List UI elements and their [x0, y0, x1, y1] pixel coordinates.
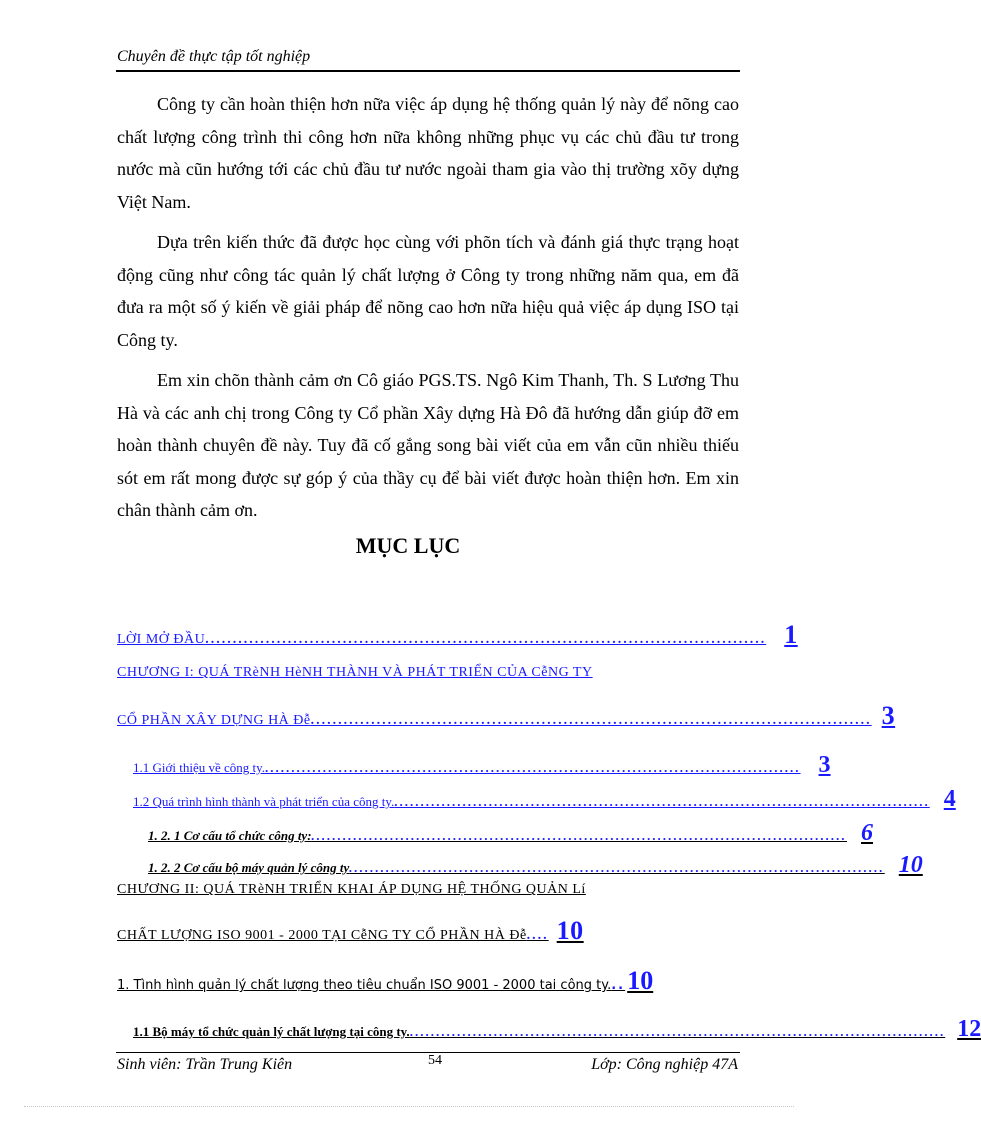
toc-entry-text: 1.2 Quá trình hình thành và phát triển của công ty. — [133, 794, 395, 809]
toc-leader-dots: ...................................................................................................... — [349, 860, 885, 875]
toc-page-number: 10 — [627, 966, 654, 995]
toc-entry-1-1-quality[interactable] — [133, 1016, 981, 1043]
toc-entry-text: 1. 2. 2 Cơ cấu bộ máy quản lý công ty — [148, 860, 350, 875]
toc-page-number: 10 — [898, 852, 923, 878]
footer-student: Sinh viên: Trần Trung Kiên — [117, 1056, 293, 1073]
toc-page-number: 10 — [556, 916, 584, 945]
toc-entry-text: CHƯƠNG II: QUÁ TRèNH TRIỂN KHAI ÁP DỤNG HỆ THỐNG QUẢN Lí — [117, 882, 586, 897]
toc-entry-section-1[interactable] — [117, 966, 739, 996]
toc-entry-chuong-1-line-1[interactable] — [117, 665, 720, 681]
paragraph-1: Công ty cần hoàn thiện hơn nữa việc áp dụng hệ thống quản lý này để nõng cao chất lượng công trình thi công hơn nữa không những phục vụ các chủ đầu tư trong nước mà cũn hướng tới các chủ đầu tư nước ngoài tham gia vào thị trường xõy dựng Việt Nam. — [117, 94, 739, 212]
page-bottom-divider — [24, 1106, 794, 1107]
toc-leader-dots: ...................................................................................................... — [394, 794, 930, 809]
toc-entry-1-2-2[interactable] — [148, 852, 923, 879]
toc-leader-dots: ...................................................................................................... — [205, 632, 767, 647]
toc-page-number: 12 — [957, 1016, 981, 1042]
toc-entry-loi-mo-dau[interactable] — [117, 620, 798, 650]
toc-entry-text: CHƯƠNG I: QUÁ TRèNH HèNH THÀNH VÀ PHÁT TRIỂN CỦA CễNG TY — [117, 665, 593, 680]
toc-leader-dots: ...................................................................................................... — [409, 1024, 946, 1039]
footer-class: Lớp: Công nghiệp 47A — [591, 1056, 738, 1073]
toc-page-number: 1 — [784, 620, 798, 649]
toc-entry-text: 1.1 Giới thiệu về công ty. — [133, 760, 266, 775]
toc-heading: MỤC LỤC — [355, 533, 461, 558]
body-text — [117, 88, 739, 535]
toc-leader-dots: ...................................................................................................... — [311, 828, 848, 843]
toc-entry-text: LỜI MỞ ĐẦU — [117, 632, 206, 647]
toc-page-number: 3 — [818, 752, 831, 778]
toc-entry-1-2-1[interactable] — [148, 820, 874, 847]
toc-entry-text: CHẤT LƯỢNG ISO 9001 - 2000 TẠI CễNG TY CỔ PHẦN HÀ Đễ — [117, 928, 527, 943]
toc-leader-dots: .... — [526, 928, 549, 943]
toc-leader-dots: ...................................................................................................... — [310, 713, 872, 728]
paragraph-3: Em xin chõn thành cảm ơn Cô giáo PGS.TS. Ngô Kim Thanh, Th. S Lương Thu Hà và các anh chị trong Công ty Cổ phần Xây dựng Hà Đô đã hướng dẫn giúp đỡ em hoàn thành chuyên đề này. Tuy đã cố gắng song bài viết của em vẫn cũn nhiều thiếu sót em rất mong được sự góp ý của thầy cụ để bài viết được hoàn thiện hơn. Em xin chân thành cảm ơn. — [117, 370, 739, 520]
toc-leader-dots: ...................................................................................................... — [265, 760, 801, 775]
toc-entry-text: 1. Tình hình quản lý chất lượng theo tiêu chuẩn ISO 9001 - 2000 tai công ty. — [117, 978, 612, 993]
paragraph-2: Dựa trên kiến thức đã được học cùng với phõn tích và đánh giá thực trạng hoạt động cũng như công tác quản lý chất lượng ở Công ty trong những năm qua, em đã đưa ra một số ý kiến về giải pháp để nõng cao hơn nữa hiệu quả việc áp dụng ISO tại Công ty. — [117, 232, 739, 350]
header-rule — [116, 70, 740, 72]
toc-entry-1-1[interactable] — [133, 752, 831, 779]
toc-entry-chuong-1-line-2[interactable] — [117, 701, 896, 731]
toc-leader-dots: .. — [611, 978, 626, 993]
toc-entry-text: 1. 2. 1 Cơ cấu tổ chức công ty: — [148, 828, 312, 843]
toc-page-number: 4 — [943, 786, 956, 812]
toc-entry-text: CỔ PHẦN XÂY DỰNG HÀ Đễ — [117, 713, 311, 728]
page-header-title: Chuyên đề thực tập tốt nghiệp — [117, 48, 311, 65]
toc-entry-text: 1.1 Bộ máy tổ chức quản lý chất lượng tại công ty. — [133, 1024, 410, 1039]
toc-entry-chuong-2-line-1[interactable] — [117, 882, 717, 898]
toc-entry-chuong-2-line-2[interactable] — [117, 916, 697, 946]
footer-page-number: 54 — [428, 1053, 442, 1068]
toc-entry-1-2[interactable] — [133, 786, 956, 813]
toc-page-number: 3 — [881, 701, 896, 730]
toc-page-number: 6 — [861, 820, 874, 846]
